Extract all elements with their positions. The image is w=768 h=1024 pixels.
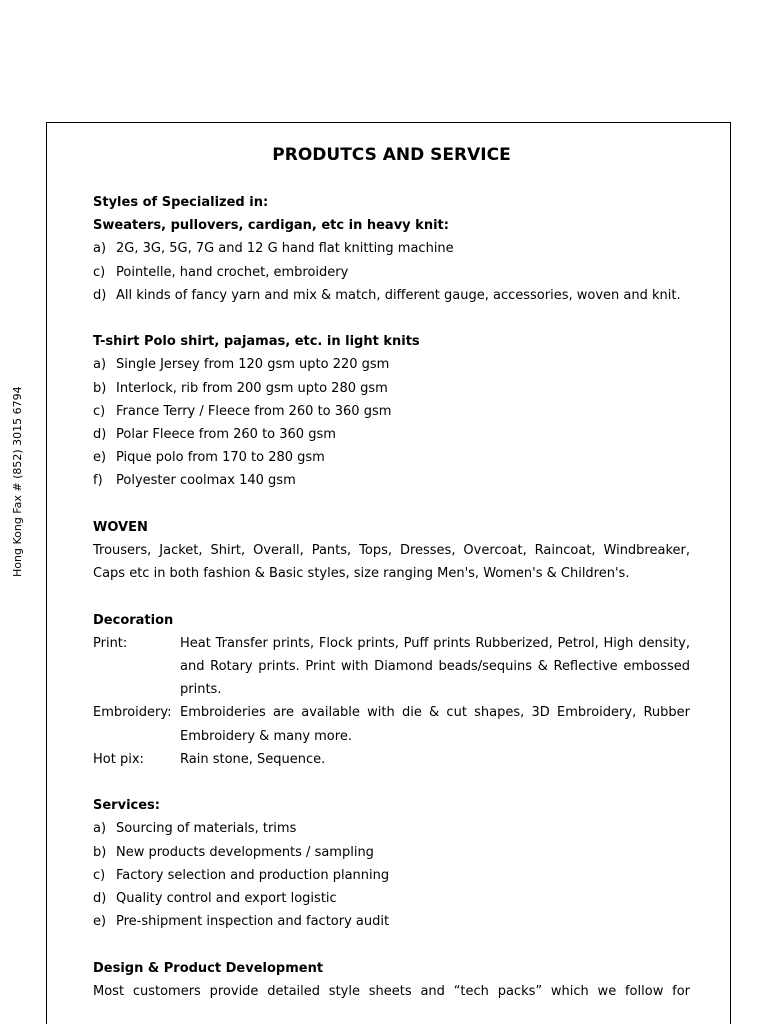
list-marker: c) <box>93 403 106 419</box>
list-item <box>93 284 690 307</box>
list-text: Factory selection and production planning <box>116 867 390 883</box>
list-item <box>93 864 690 887</box>
list-marker: a) <box>93 821 107 837</box>
list-text: 2G, 3G, 5G, 7G and 12 G hand flat knitting machine <box>116 241 454 257</box>
list-item <box>93 400 690 423</box>
side-fax-note: Hong Kong Fax # (852) 3015 6794 <box>11 386 24 577</box>
list-text: Pre-shipment inspection and factory audit <box>116 914 390 930</box>
woven-paragraph: Trousers, Jacket, Shirt, Overall, Pants, Tops, Dresses, Overcoat, Raincoat, Windbreaker, Caps etc in both fashion & Basic styles, size ranging Men's, Women's & Children's. <box>93 543 690 582</box>
list-text: Pointelle, hand crochet, embroidery <box>116 264 349 280</box>
list-text: Interlock, rib from 200 gsm upto 280 gsm <box>116 380 388 396</box>
list-item <box>93 261 690 284</box>
list-item <box>93 423 690 446</box>
list-marker: e) <box>93 914 107 930</box>
decoration-row <box>93 701 690 747</box>
styles-heading: Styles of Specialized in: <box>93 195 269 210</box>
list-marker: d) <box>93 287 107 303</box>
list-text: Sourcing of materials, trims <box>116 821 297 837</box>
decoration-row <box>93 632 690 702</box>
list-marker: f) <box>93 473 103 489</box>
decoration-row <box>93 748 690 771</box>
list-item <box>93 446 690 469</box>
list-marker: c) <box>93 264 106 280</box>
list-item <box>93 353 690 376</box>
list-text: France Terry / Fleece from 260 to 360 gsm <box>116 403 392 419</box>
list-text: Pique polo from 170 to 280 gsm <box>116 450 325 466</box>
woven-heading: WOVEN <box>93 519 148 535</box>
decoration-text: Heat Transfer prints, Flock prints, Puff prints Rubberized, Petrol, High density, and Rotary prints. Print with Diamond beads/sequins & Reflective embossed prints. <box>180 635 690 698</box>
list-item <box>93 817 690 840</box>
services-heading: Services: <box>93 798 160 814</box>
list-marker: d) <box>93 427 107 443</box>
list-marker: c) <box>93 867 106 883</box>
light-knits-heading: T-shirt Polo shirt, pajamas, etc. in light knits <box>93 334 420 350</box>
page-title: PRODUTCS AND SERVICE <box>272 145 511 165</box>
list-item <box>93 887 690 910</box>
list-text: All kinds of fancy yarn and mix & match, different gauge, accessories, woven and knit. <box>116 287 681 303</box>
list-item <box>93 237 690 260</box>
list-marker: b) <box>93 380 107 396</box>
list-text: Polyester coolmax 140 gsm <box>116 473 296 489</box>
decoration-label: Print: <box>93 635 128 651</box>
list-marker: a) <box>93 357 107 373</box>
list-item <box>93 841 690 864</box>
list-text: New products developments / sampling <box>116 844 374 860</box>
list-marker: e) <box>93 450 107 466</box>
design-heading: Design & Product Development <box>93 960 324 976</box>
list-text: Quality control and export logistic <box>116 891 337 907</box>
decoration-text: Rain stone, Sequence. <box>180 751 326 767</box>
list-marker: a) <box>93 241 107 257</box>
list-text: Single Jersey from 120 gsm upto 220 gsm <box>116 357 390 373</box>
decoration-text: Embroideries are available with die & cut shapes, 3D Embroidery, Rubber Embroidery & many more. <box>180 705 690 744</box>
decoration-heading: Decoration <box>93 612 174 628</box>
design-paragraph: Most customers provide detailed style sheets and “tech packs” which we follow for <box>93 983 690 999</box>
list-text: Polar Fleece from 260 to 360 gsm <box>116 427 336 443</box>
decoration-label: Hot pix: <box>93 751 144 767</box>
list-marker: d) <box>93 891 107 907</box>
heavy-knit-heading: Sweaters, pullovers, cardigan, etc in heavy knit: <box>93 218 449 234</box>
list-item <box>93 377 690 400</box>
decoration-label: Embroidery: <box>93 705 172 721</box>
list-marker: b) <box>93 844 107 860</box>
list-item <box>93 910 690 933</box>
document-content <box>93 143 690 1003</box>
list-item <box>93 469 690 492</box>
